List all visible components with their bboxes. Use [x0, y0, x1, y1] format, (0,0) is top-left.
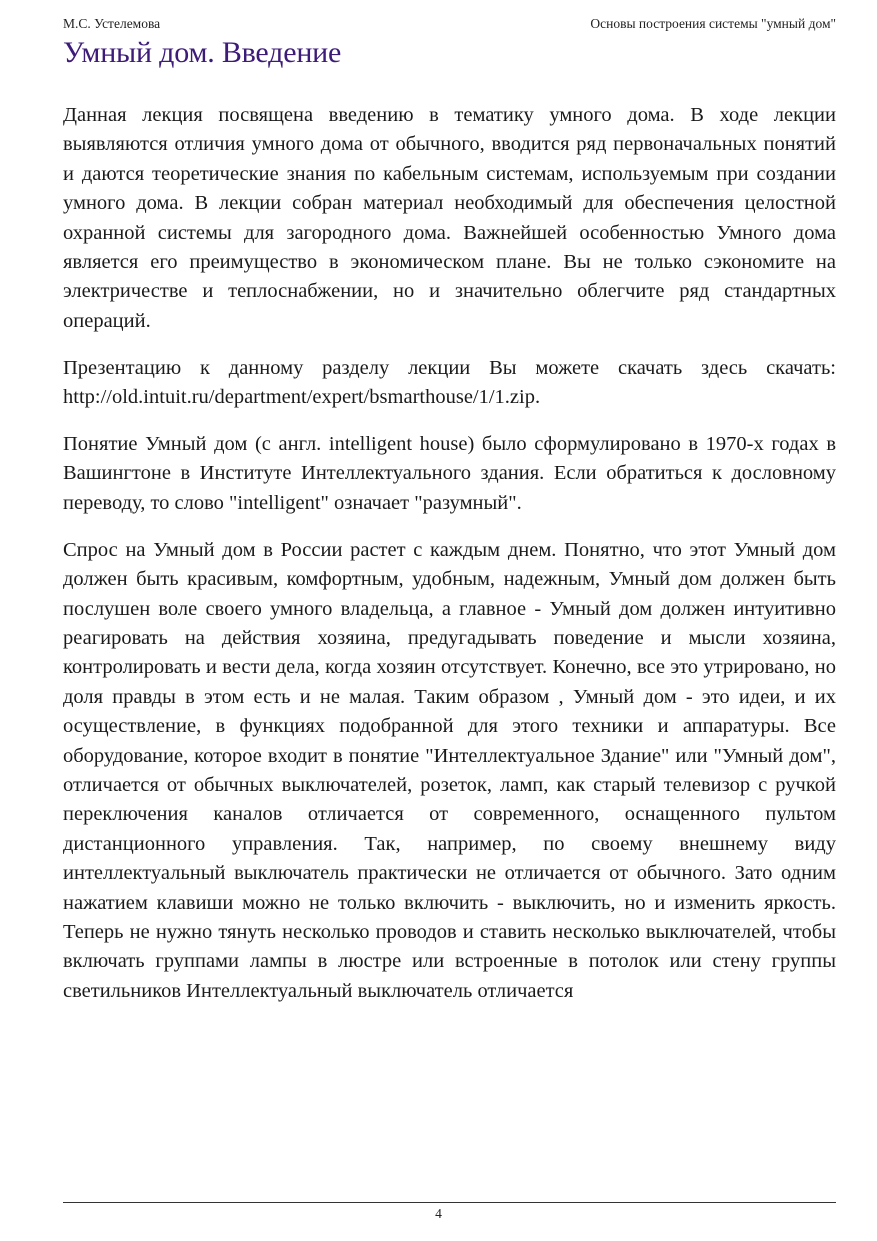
paragraph-demand: Спрос на Умный дом в России растет с каждым днем. Понятно, что этот Умный дом должен быть красивым, комфортным, удобным, надежным, Умный дом должен быть послушен воле своего умного владельца, а главное - Умный дом должен интуитивно реагировать на действия хозяина, предугадывать поведение и мысли хозяина, контролировать и вести дела, когда хозяин отсутствует. Конечно, все это утрировано, но доля правды в этом есть и не малая. Таким образом , Умный дом - это идеи, и их осуществление, в функциях подобранной для этого техники и аппаратуры. Все оборудование, которое входит в понятие "Интеллектуальное Здание" или "Умный дом", отличается от обычных выключателей, розеток, ламп, как старый телевизор с ручкой переключения каналов отличается от современного, оснащенного пультом дистанционного управления. Так, например, по своему внешнему виду интеллектуальный выключатель практически не отличается от обычного. Зато одним нажатием клавиши можно не только включить - выключить, но и изменить яркость. Теперь не нужно тянуть несколько проводов и ставить несколько выключателей, чтобы включать группами лампы в люстре или встроенные в потолок или стену группы светильников Интеллектуальный выключатель отличается [63, 538, 836, 1002]
header-course-title: Основы построения системы "умный дом" [590, 16, 836, 31]
header-author: М.С. Устелемова [63, 16, 161, 31]
page-header [63, 16, 836, 36]
paragraph-concept: Понятие Умный дом (с англ. intelligent house) было сформулировано в 1970-х годах в Вашингтоне в Институте Интеллектуального здания. Если обратиться к дословному переводу, то слово "intelligent" означает "разумный". [63, 433, 836, 514]
lecture-body [63, 101, 836, 1024]
paragraph-intro: Данная лекция посвящена введению в тематику умного дома. В ходе лекции выявляются отличия умного дома от обычного, вводится ряд первоначальных понятий и даются теоретические знания по кабельным системам, используемым при создании умного дома. В лекции собран материал необходимый для обеспечения целостной охранной системы для загородного дома. Важнейшей особенностью Умного дома является его преимущество в экономическом плане. Вы не только сэкономите на электричестве и теплоснабжении, но и значительно облегчите ряд стандартных операций. [63, 104, 836, 332]
footer-divider [63, 1202, 836, 1203]
page-number: 4 [435, 1206, 442, 1221]
paragraph-presentation-link: Презентацию к данному разделу лекции Вы можете скачать здесь скачать: http://old.intuit.ru/department/expert/bsmarthouse/1/1.zip. [63, 356, 836, 409]
page-title: Умный дом. Введение [63, 36, 342, 69]
